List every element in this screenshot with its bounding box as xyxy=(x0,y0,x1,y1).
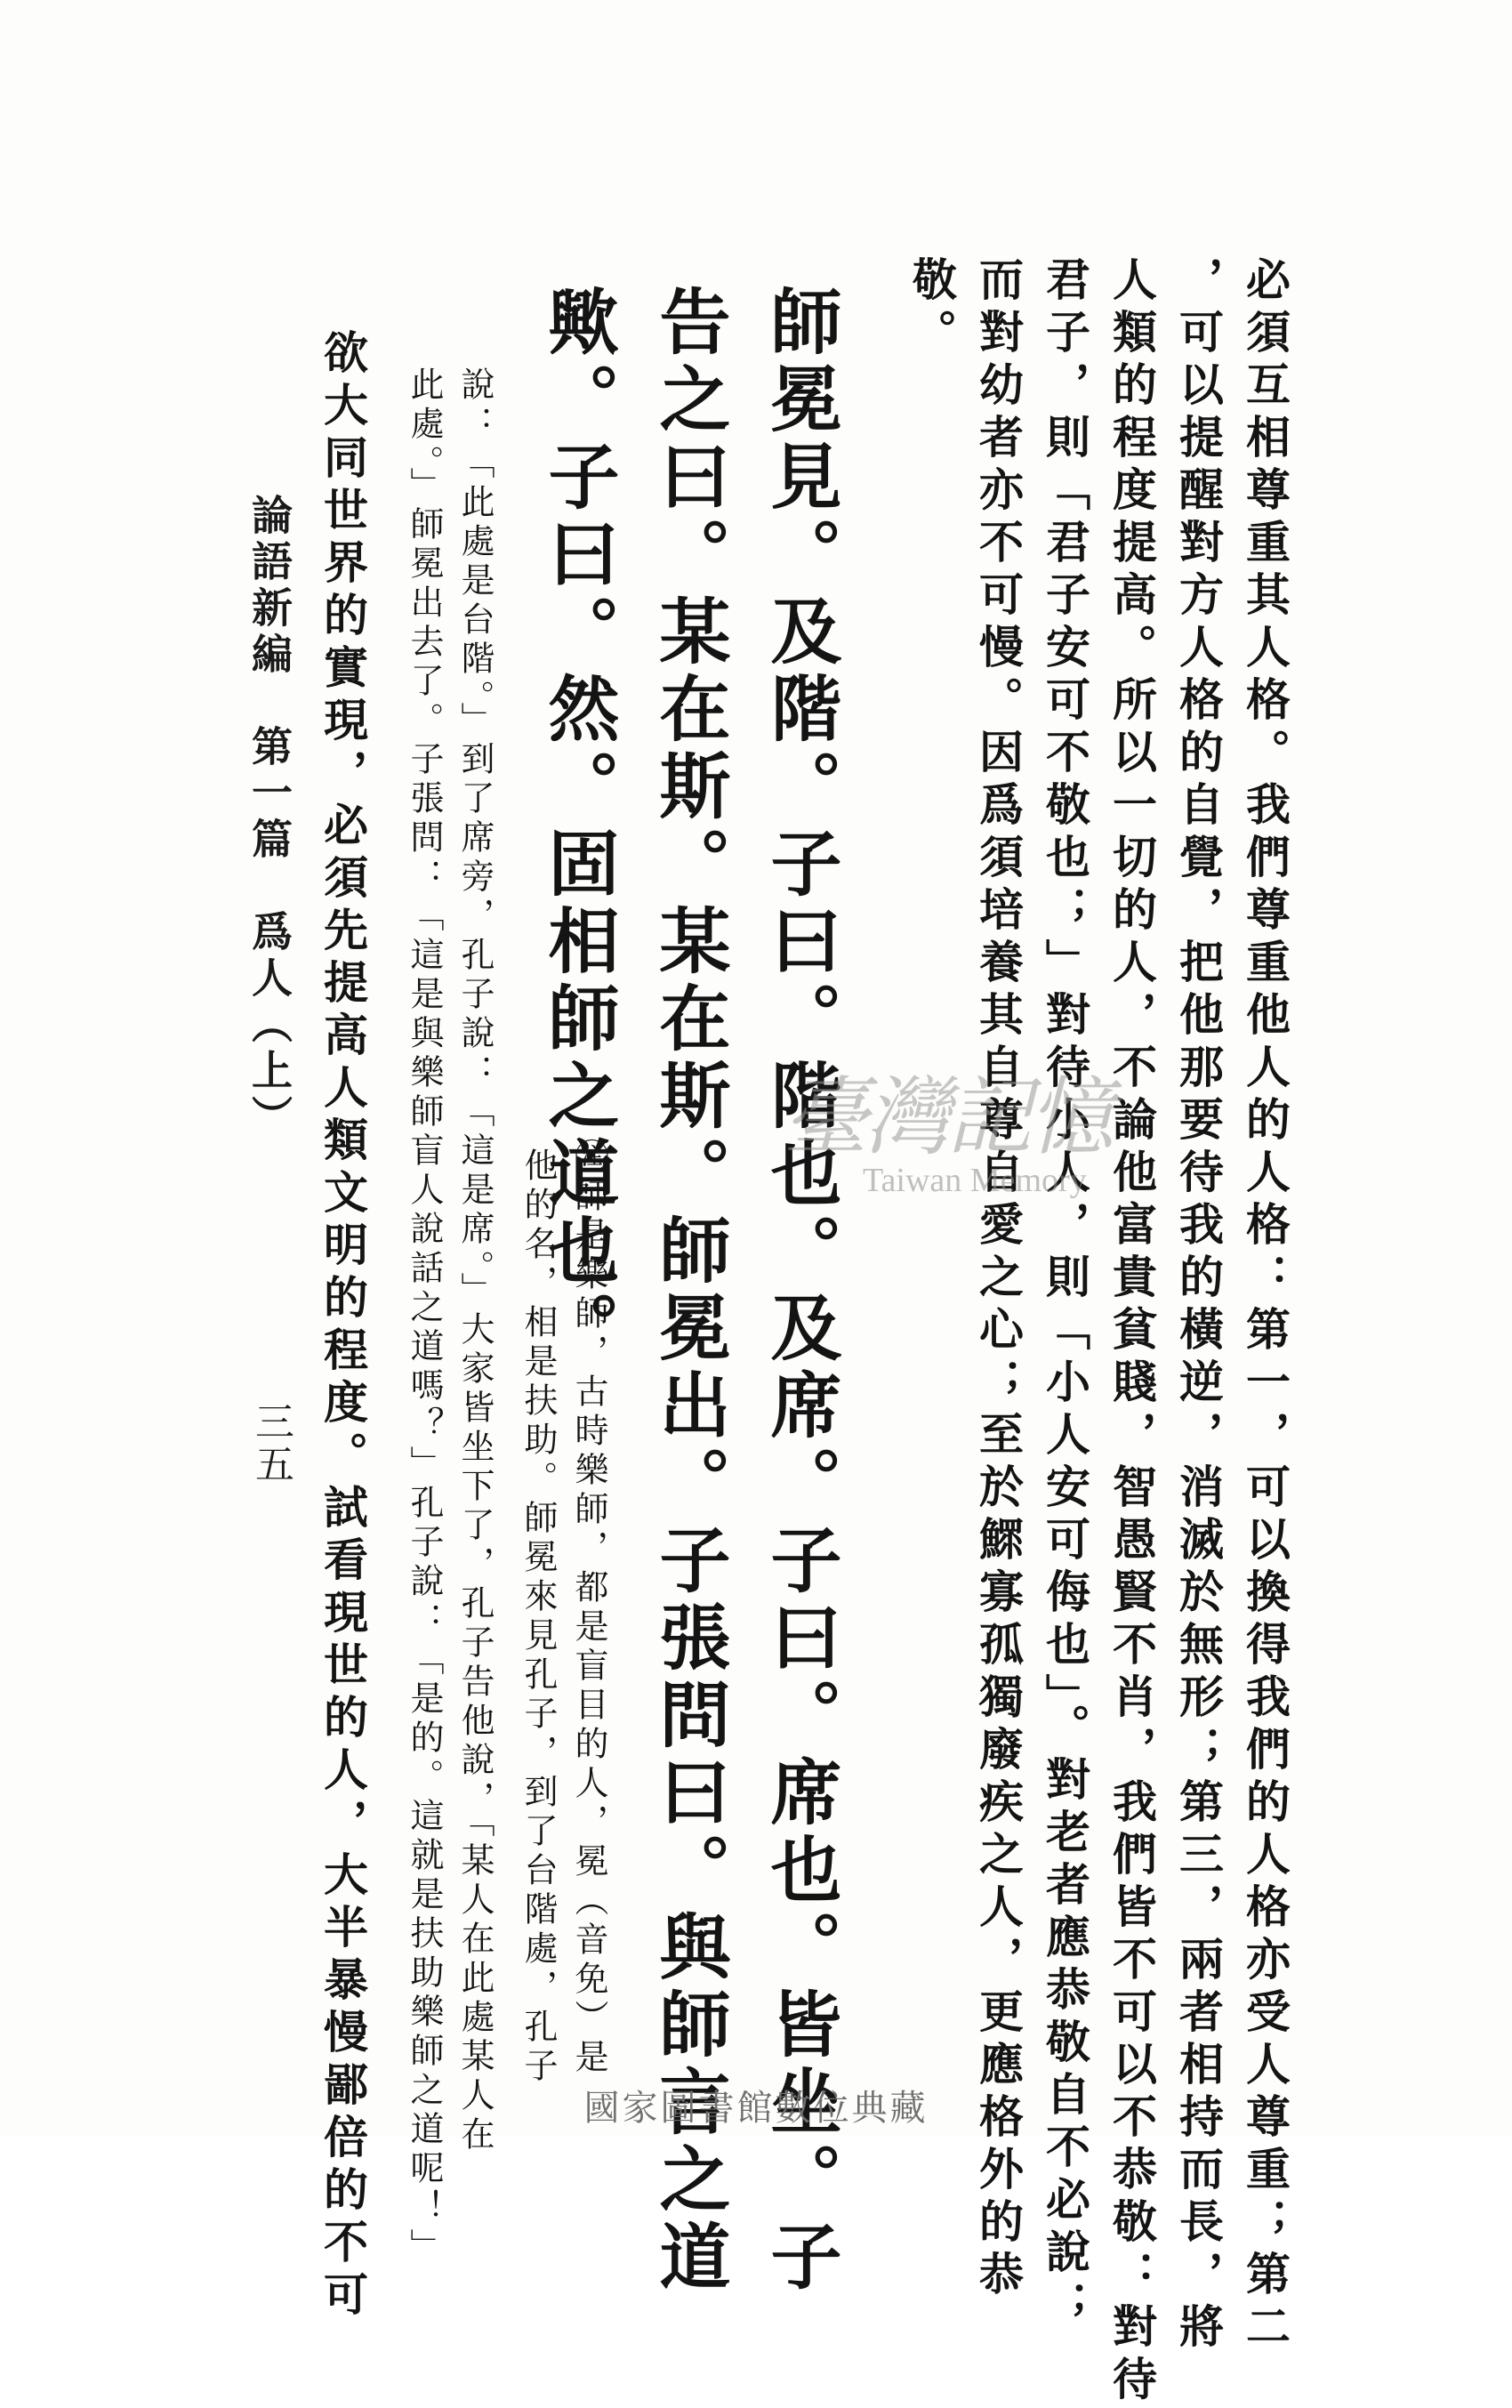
watermark-cjk-text: 臺灣記憶 xyxy=(783,1067,1110,1167)
body-top-line-1: 必須互相尊重其人格。我們尊重他人的人格：第一，可以換得我們的人格亦受人尊重；第二 xyxy=(1239,256,1291,2356)
body-top-line-5: 而對幼者亦不可慢。因爲須培養其自尊自愛之心；至於鰥寡孤獨廢疾之人，更應格外的恭 xyxy=(972,256,1025,2303)
note-line-2: 他的名，相是扶助。師冕來見孔子，到了台階處，孔子 xyxy=(519,1148,558,2087)
note-line-4: 此處。」師冕出去了。子張問：「這是與樂師盲人說話之道嗎？」孔子說：「是的。這就是扶助樂師之道呢！」 xyxy=(405,366,444,2267)
verse-line-2: 告之曰。某在斯。某在斯。師冕出。子張問曰。與師言之道 xyxy=(647,285,731,2297)
note-line-1: ㊟師是樂師，古時樂師，都是盲目的人，冕（音免）是 xyxy=(569,1139,608,2078)
body-top-line-3: 人類的程度提高。所以一切的人，不論他富貴貧賤，智愚賢不肖，我們皆不可以不恭敬：對待 xyxy=(1106,256,1158,2408)
body-top-line-2: ，可以提醒對方人格的自覺，把他那要待我的橫逆，消滅於無形；第三，兩者相持而長，將 xyxy=(1172,256,1225,2356)
verse-line-3: 歟。子曰。然。固相師之道也。 xyxy=(536,285,620,1368)
note-line-3: 說：「此處是台階。」到了席旁，孔子說：「這是席。」大家皆坐下了，孔子告他說，「某人在此處某人在 xyxy=(455,366,495,2155)
taiwan-memory-watermark xyxy=(783,1050,1156,1228)
body-bottom-line-1: 欲大同世界的實現，必須先提高人類文明的程度。試看現世的人，大半暴慢鄙倍的不可 xyxy=(317,329,369,2323)
library-footer: 國家圖書館數位典藏 xyxy=(583,2088,929,2129)
running-head: 論語新編 第一篇 爲人（上） xyxy=(245,494,294,1141)
body-top-line-6: 敬。 xyxy=(905,256,958,361)
body-top-line-4: 君子，則「君子安可不敬也；」對待小人，則「小人安可侮也」。對老者應恭敬自不必說； xyxy=(1039,256,1091,2333)
watermark-en-text: Taiwan Memory xyxy=(863,1162,1087,1199)
page-number: 三五 xyxy=(248,1401,294,1486)
verse-line-1: 師冕見。及階。子曰。階也。及席。子曰。席也。皆坐。子 xyxy=(759,285,842,2297)
